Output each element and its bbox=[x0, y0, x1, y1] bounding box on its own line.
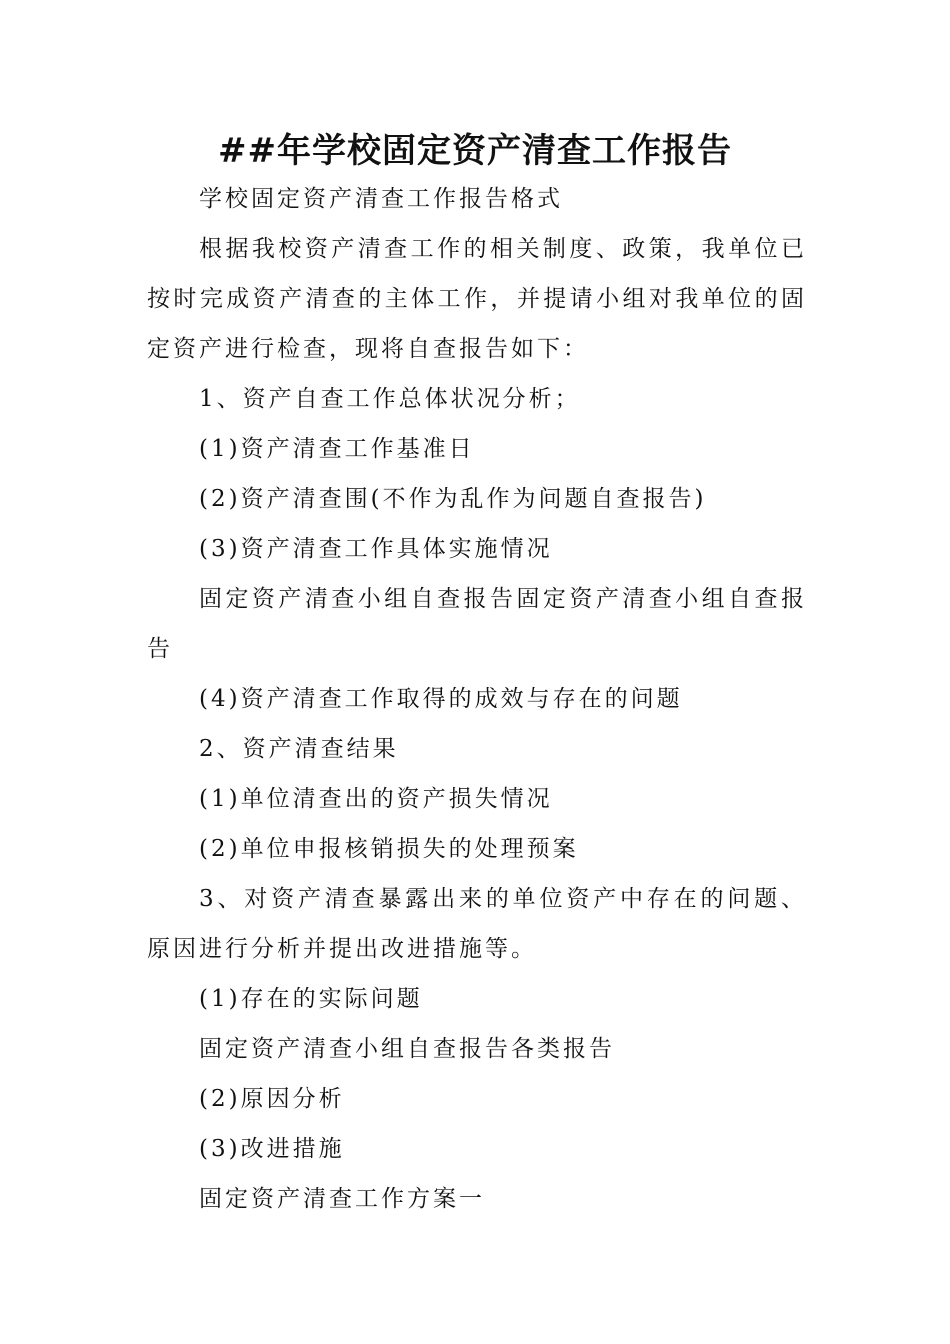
paragraph-section-2: 2、资产清查结果 bbox=[199, 736, 399, 762]
paragraph-item: (1)单位清查出的资产损失情况 bbox=[199, 786, 553, 812]
paragraph-note: 固定资产清查小组自查报告各类报告 bbox=[199, 1036, 615, 1062]
paragraph-item: (2)资产清查围(不作为乱作为问题自查报告) bbox=[199, 486, 707, 512]
paragraph-item: (3)改进措施 bbox=[199, 1136, 345, 1162]
paragraph-item: (3)资产清查工作具体实施情况 bbox=[199, 536, 553, 562]
paragraph-section-1: 1、资产自查工作总体状况分析； bbox=[199, 386, 581, 412]
paragraph-item: (2)单位申报核销损失的处理预案 bbox=[199, 836, 579, 862]
paragraph-item: (1)资产清查工作基准日 bbox=[199, 436, 475, 462]
paragraph-item: (2)原因分析 bbox=[199, 1086, 345, 1112]
paragraph-item: (1)存在的实际问题 bbox=[199, 986, 423, 1012]
paragraph-section-3: 3、对资产清查暴露出来的单位资产中存在的问题、原因进行分析并提出改进措施等。 bbox=[147, 886, 807, 962]
paragraph-plan-heading: 固定资产清查工作方案一 bbox=[199, 1186, 485, 1212]
paragraph-format-heading: 学校固定资产清查工作报告格式 bbox=[199, 186, 563, 212]
document-title: ##年学校固定资产清查工作报告 bbox=[218, 131, 732, 171]
paragraph-intro: 根据我校资产清查工作的相关制度、政策，我单位已按时完成资产清查的主体工作，并提请小组对我单位的固定资产进行检查，现将自查报告如下： bbox=[147, 236, 807, 362]
document-body bbox=[147, 174, 807, 1224]
paragraph-note: 固定资产清查小组自查报告固定资产清查小组自查报告 bbox=[147, 586, 807, 662]
paragraph-item: (4)资产清查工作取得的成效与存在的问题 bbox=[199, 686, 683, 712]
